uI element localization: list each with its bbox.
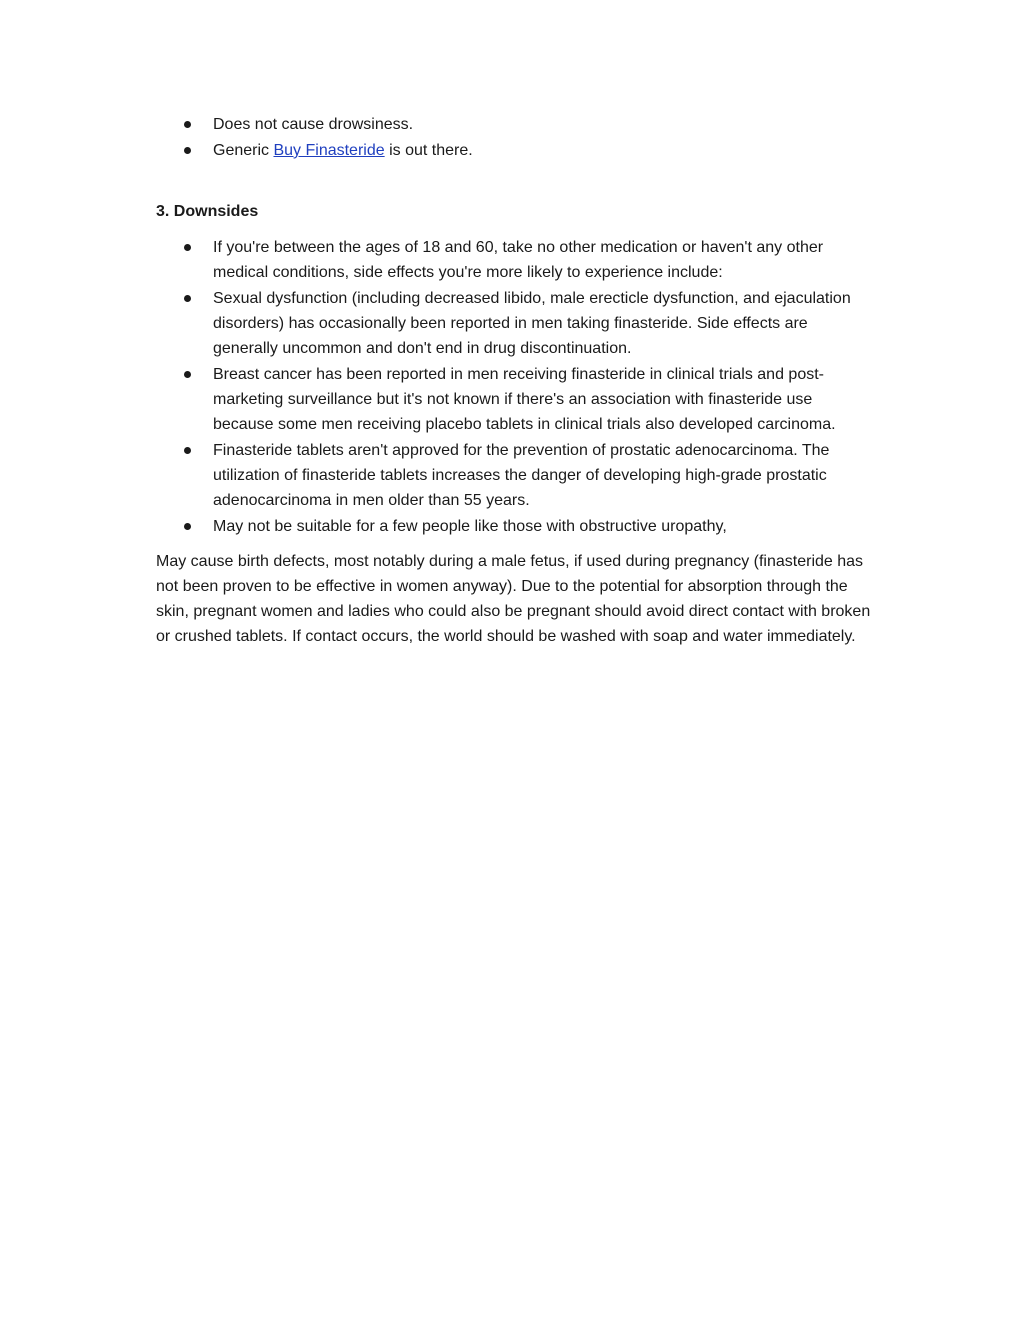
bullet-icon [184, 147, 191, 154]
list-item-prefix: Generic [213, 142, 274, 159]
bullet-icon [184, 121, 191, 128]
list-item [156, 438, 872, 513]
list-item [156, 235, 872, 285]
bullet-icon [184, 244, 191, 251]
list-item-text: Does not cause drowsiness. [213, 116, 414, 133]
section-heading: 3. Downsides [156, 203, 259, 220]
list-item [156, 138, 872, 163]
list-item-suffix: is out there. [384, 142, 473, 159]
list-item-text: Finasteride tablets aren't approved for the prevention of prostatic adenocarcinoma. The utilization of finasteride tablets increases the danger of developing high-grade prostatic adenocarcinoma in men older than 55 years. [213, 442, 830, 509]
list-item-text: May not be suitable for a few people like those with obstructive uropathy, [213, 518, 727, 535]
list-item [156, 112, 872, 137]
list-item-text: If you're between the ages of 18 and 60, take no other medication or haven't any other medical conditions, side effects you're more likely to experience include: [213, 239, 824, 281]
bullet-icon [184, 447, 191, 454]
list-item-text: Breast cancer has been reported in men receiving finasteride in clinical trials and post-marketing surveillance but it's not known if there's an association with finasteride use because some men receiving placebo tablets in clinical trials also developed carcinoma. [213, 366, 836, 433]
body-paragraph: May cause birth defects, most notably during a male fetus, if used during pregnancy (finasteride has not been proven to be effective in women anyway). Due to the potential for absorption through the skin, pregnant women and ladies who could also be pregnant should avoid direct contact with broken or crushed tablets. If contact occurs, the world should be washed with soap and water immediately. [156, 553, 871, 645]
bullet-icon [184, 523, 191, 530]
list-item [156, 286, 872, 361]
bullet-icon [184, 295, 191, 302]
benefits-list [156, 112, 872, 163]
bullet-icon [184, 371, 191, 378]
list-item-text: Sexual dysfunction (including decreased libido, male erecticle dysfunction, and ejaculation disorders) has occasionally been reported in men taking finasteride. Side effects are generally uncommon and don't end in drug discontinuation. [213, 290, 851, 357]
buy-finasteride-link[interactable]: Buy Finasteride [273, 142, 385, 159]
document-content [156, 112, 872, 649]
downsides-list [156, 235, 872, 539]
list-item [156, 514, 872, 539]
list-item [156, 362, 872, 437]
